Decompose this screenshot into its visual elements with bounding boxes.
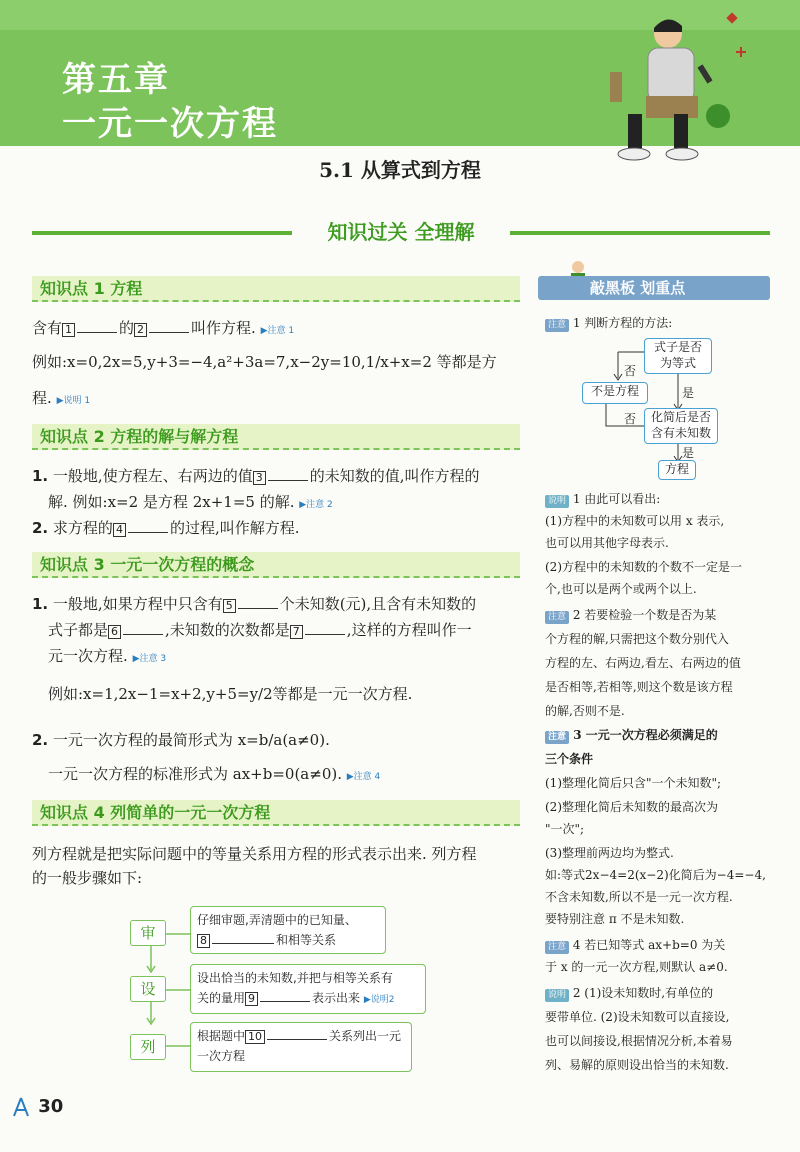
step-text: 一次方程 <box>197 1049 246 1063</box>
text: ,这样的方程叫作一 <box>346 621 472 639</box>
text: 的 <box>119 319 135 337</box>
side-text: 列、易解的原则设出恰当的未知数. <box>545 1058 729 1072</box>
explain-tag: 说明 <box>545 495 569 508</box>
blank[interactable] <box>260 1001 310 1002</box>
side-text: 是否相等,若相等,则这个数是该方程 <box>545 680 733 694</box>
side-text: (3)整理前两边均为整式. <box>545 846 674 860</box>
kp1-heading: 知识点 1 方程 <box>32 276 520 302</box>
side-text: 要特别注意 π 不是未知数. <box>545 912 685 926</box>
side-text: 三个条件 <box>545 752 594 766</box>
side-explain-2 <box>545 982 785 1004</box>
side-text: 于 x 的一元一次方程,则默认 a≠0. <box>545 960 728 974</box>
flow-label-no-2: 否 <box>624 412 637 426</box>
blank[interactable] <box>212 943 274 944</box>
text: ,未知数的次数都是 <box>165 621 290 639</box>
note-ref[interactable]: ▶注意 2 <box>299 500 333 510</box>
step-text: 表示出来 <box>312 991 361 1005</box>
step-line2 <box>197 930 379 950</box>
blank-number: 5 <box>223 599 236 613</box>
blank-number: 9 <box>245 992 258 1006</box>
flow-text: 方程 <box>664 462 689 476</box>
flow-label-yes-2: 是 <box>682 446 695 460</box>
text: 一般地,如果方程中只含有 <box>52 595 223 613</box>
step-text: 设出恰当的未知数,并把与相等关系有 <box>197 971 393 985</box>
blank[interactable] <box>128 532 168 533</box>
kp1-example-cont <box>32 386 90 413</box>
text: 式子都是 <box>48 621 109 639</box>
blank-number: 7 <box>290 625 303 639</box>
kp2-heading: 知识点 2 方程的解与解方程 <box>32 424 520 450</box>
kp2-item2 <box>32 516 527 540</box>
step-text: 关的量用 <box>197 991 246 1005</box>
kp3-example: 例如:x=1,2x−1=x+2,y+5=y/2等都是一元一次方程. <box>48 685 413 703</box>
side-text: 如:等式2x−4=2(x−2)化简后为−4=−4, <box>545 868 766 882</box>
step-box-set <box>190 964 426 1014</box>
compass-icon <box>10 1096 32 1118</box>
note-tag: 注意 <box>545 611 569 624</box>
kp4-intro-cont: 的一般步骤如下: <box>32 869 143 887</box>
note-ref[interactable]: ▶注意 4 <box>346 772 381 782</box>
note-ref[interactable]: ▶说明2 <box>363 995 395 1005</box>
step-line1 <box>197 1026 405 1046</box>
flow-text: 化简后是否 含有未知数 <box>650 410 711 440</box>
text: 2 若要检验一个数是否为某 <box>572 608 717 622</box>
sidebar-header <box>538 276 770 300</box>
kp3-heading: 知识点 3 一元一次方程的概念 <box>32 552 520 578</box>
kp4-intro: 列方程就是把实际问题中的等量关系用方程的形式表示出来. 列方程 <box>32 845 477 863</box>
side-text: 个,也可以是两个或两个以上. <box>545 582 697 596</box>
note-ref[interactable]: ▶注意 3 <box>132 654 167 664</box>
side-explain-1 <box>545 488 785 510</box>
text: 一元一次方程的标准形式为 ax+b=0(a≠0). <box>48 765 342 783</box>
page-number-text: 30 <box>38 1096 64 1117</box>
chapter-number: 第五章 <box>62 60 170 100</box>
text: 含有 <box>32 319 63 337</box>
explain-tag: 说明 <box>545 989 569 1002</box>
text: 程. <box>32 389 52 407</box>
text: 个未知数(元),且含有未知数的 <box>279 595 477 613</box>
kp3-item1-line3 <box>48 644 166 671</box>
flow-box-not-equation <box>582 382 648 404</box>
flow-label-yes-1: 是 <box>682 386 695 400</box>
side-text: 也可以间接设,根据情况分析,本着易 <box>545 1034 733 1048</box>
flow-box-has-unknown <box>644 408 718 444</box>
kp2-item1 <box>32 464 527 488</box>
side-note-3 <box>545 724 785 746</box>
blank[interactable] <box>149 332 189 333</box>
text: 4 若已知等式 ax+b=0 为关 <box>572 938 726 952</box>
side-note-4 <box>545 934 785 956</box>
kp3-item2-standard <box>48 762 528 789</box>
side-text: 要带单位. (2)设未知数可以直接设, <box>545 1010 730 1024</box>
student-illustration <box>598 6 768 168</box>
side-text: (2)方程中的未知数的个数不一定是一 <box>545 560 742 574</box>
step-text: 和相等关系 <box>276 933 337 947</box>
side-text: (2)整理化简后未知数的最高次为 <box>545 800 718 814</box>
blank-number: 3 <box>253 471 266 485</box>
side-text: (1)方程中的未知数可以用 x 表示, <box>545 514 725 528</box>
side-text: 的解,否则不是. <box>545 704 625 718</box>
step-key-set: 设 <box>130 976 166 1002</box>
kp4-heading: 知识点 4 列简单的一元一次方程 <box>32 800 520 826</box>
side-text: "一次"; <box>545 822 585 836</box>
item-number: 2. <box>32 519 49 537</box>
text: 3 一元一次方程必须满足的 <box>573 728 718 742</box>
blank-number: 8 <box>197 934 210 948</box>
flow-box-equation <box>658 460 696 480</box>
step-text: 根据题中 <box>197 1029 246 1043</box>
note-ref[interactable]: ▶说明 1 <box>56 396 91 406</box>
side-note-1 <box>545 312 785 334</box>
text: 的未知数的值,叫作方程的 <box>309 467 480 485</box>
step-text: 仔细审题,弄清题中的已知量、 <box>197 913 357 927</box>
note-tag: 注意 <box>545 941 569 954</box>
sidebar-title: 敲黑板 划重点 <box>590 279 686 297</box>
text: 元一次方程. <box>48 647 128 665</box>
note-tag: 注意 <box>545 319 569 332</box>
blank[interactable] <box>268 480 308 481</box>
blank-number: 10 <box>245 1030 265 1044</box>
flow-text: 不是方程 <box>590 384 639 398</box>
text: 一元一次方程的最简形式为 x=b/a(a≠0). <box>52 731 330 749</box>
step-key-list: 列 <box>130 1034 166 1060</box>
step-text: 关系列出一元 <box>329 1029 402 1043</box>
kp3-item1 <box>32 592 527 616</box>
chapter-name: 一元一次方程 <box>62 104 278 144</box>
note-ref[interactable]: ▶注意 1 <box>260 326 295 336</box>
text: 1 由此可以看出: <box>572 492 661 506</box>
text: 解. 例如:x=2 是方程 2x+1=5 的解. <box>48 493 295 511</box>
kp2-item1-cont <box>48 490 528 517</box>
blank[interactable] <box>77 332 117 333</box>
side-text: 不含未知数,所以不是一元一次方程. <box>545 890 733 904</box>
blank-number: 2 <box>134 323 147 337</box>
kp3-item1-line2 <box>48 618 528 642</box>
blank[interactable] <box>238 608 278 609</box>
blank[interactable] <box>305 634 345 635</box>
section-title: 5.1 从算式到方程 <box>319 158 481 182</box>
text: 的过程,叫作解方程. <box>169 519 300 537</box>
chapter-title <box>62 58 278 146</box>
blank-number: 4 <box>113 523 126 537</box>
note-tag: 注意 <box>545 731 569 744</box>
item-number: 1. <box>32 467 49 485</box>
blank[interactable] <box>123 634 163 635</box>
side-text: (1)整理化简后只含"一个未知数"; <box>545 776 722 790</box>
knowledge-banner <box>32 218 770 248</box>
text: 2 (1)设未知数时,有单位的 <box>572 986 714 1000</box>
item-number: 1. <box>32 595 49 613</box>
blank-number: 1 <box>62 323 75 337</box>
side-text: 也可以用其他字母表示. <box>545 536 669 550</box>
step-box-list <box>190 1022 412 1072</box>
side-text: 方程的左、右两边,看左、右两边的值 <box>545 656 741 670</box>
kp1-example: 例如:x=0,2x=5,y+3=−4,a²+3a=7,x−2y=10,1/x+x=2 等都是方 <box>32 353 497 371</box>
text: 1 判断方程的方法: <box>572 316 673 330</box>
step-box-review <box>190 906 386 954</box>
item-number: 2. <box>32 731 49 749</box>
page-number <box>10 1096 63 1118</box>
flow-text: 式子是否 为等式 <box>653 340 702 370</box>
flow-label-no-1: 否 <box>624 364 637 378</box>
blank[interactable] <box>267 1039 327 1040</box>
flow-box-is-equation <box>644 338 712 374</box>
step-key-review: 审 <box>130 920 166 946</box>
text: 一般地,使方程左、右两边的值 <box>52 467 253 485</box>
side-note-2 <box>545 604 785 626</box>
kp1-definition <box>32 316 522 343</box>
kp3-item2 <box>32 728 527 752</box>
blank-number: 6 <box>108 625 121 639</box>
text: 叫作方程. <box>191 319 256 337</box>
side-text: 个方程的解,只需把这个数分别代入 <box>545 632 729 646</box>
banner-text: 知识过关 全理解 <box>327 220 475 244</box>
text: 求方程的 <box>52 519 113 537</box>
step-line2 <box>197 988 419 1010</box>
